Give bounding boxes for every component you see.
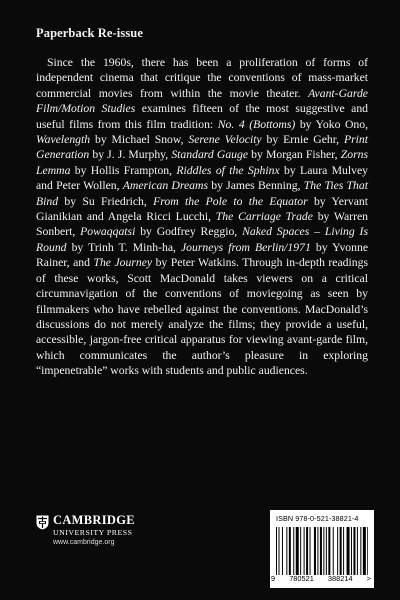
barcode-bar [317,527,318,575]
barcode-bar [351,527,352,575]
blurb-text: by Yervant Gianikian and Angela Ricci Lucchi, [36,194,368,224]
blurb-text: by Peter Watkins. Through in-depth readings of these works, Scott MacDonald takes viewers on a critical circumnavigation of the conventions of moviegoing as seen by filmmakers who have rebelled against the conventions. MacDonald’s discussions do not merely analyze the films; they provide a useful, accessible, jargon-free critical apparatus for viewing avant-garde film, which communicates the author’s pleasure in exploring “impenetrable” works with students and public audiences. [36,256,368,378]
blurb-text: by Laura Mulvey and Peter Wollen, [36,163,369,193]
barcode-bar [360,527,361,575]
edition-label: Paperback Re-issue [36,26,144,40]
barcode-bar [343,527,344,575]
publisher-logo [36,514,146,546]
blurb-text: Since the 1960s, there has been a proliferation of forms of independent cinema that critique the conventions of mass-market commercial movies from within the movie theater. [36,56,368,100]
blurb-text: by Yoko Ono, [295,117,368,131]
barcode-bar [293,527,294,575]
blurb-text: by Yvonne Rainer, and [36,240,368,270]
blurb-text: by Godfrey Reggio, [135,225,243,239]
film-title: Avant-Garde Film/Motion Studies [36,86,368,116]
barcode-bar [310,527,311,575]
blurb-text: by Michael Snow, [90,133,189,147]
film-title: The Ties That Bind [36,179,368,208]
blurb-text: by Morgan Fisher, [248,148,341,162]
film-title: Powaqqatsi [80,225,136,239]
barcode-digits-group2: 388214 [327,574,353,583]
barcode-digit-lead: 9 [271,574,276,583]
film-title: Wavelength [36,133,91,147]
barcode-digits [271,574,371,583]
barcode-digit-end: > [366,574,371,583]
publisher-url[interactable]: www.cambridge.org [53,539,115,547]
barcode-bar [347,527,350,575]
blurb-text: by Ernie Gehr, [261,133,344,147]
film-title: Riddles of the Sphinx [176,163,280,177]
footer [0,480,400,600]
barcode-bar [286,527,287,575]
barcode-bar [279,527,280,575]
barcode-bar [353,527,355,575]
isbn-label: ISBN 978-0-521-38821-4 [276,514,359,523]
barcode [270,510,374,588]
film-title: From the Pole to the Equator [153,194,308,208]
barcode-bar [320,527,322,575]
blurb-text: by Hollis Frampton, [70,163,177,177]
barcode-digits-group1: 780521 [289,574,314,583]
film-title: No. 4 (Bottoms) [217,117,296,131]
film-title: The Carriage Trade [215,210,313,224]
barcode-bar [300,527,301,575]
barcode-bar [323,527,324,575]
film-title: American Dreams [122,179,209,193]
barcode-bar [314,527,316,575]
blurb-text: by Trinh T. Minh-ha, [66,240,181,254]
barcode-bar [276,527,277,575]
barcode-bar [337,527,338,575]
barcode-bar [326,527,327,575]
blurb-text: by Su Friedrich, [58,194,154,208]
barcode-bar [340,527,342,575]
blurb-paragraph [36,55,368,379]
barcode-bar [306,527,308,575]
film-title: Standard Gauge [171,148,249,162]
film-title: Serene Velocity [188,133,262,147]
film-title: Journeys from Berlin/1971 [181,240,311,254]
film-title: Print Generation [36,133,368,162]
barcode-bar [367,527,368,575]
film-title: Zorns Lemma [36,148,369,177]
barcode-bar [328,527,330,575]
barcode-bar [282,527,283,575]
barcode-bar [304,527,305,575]
publisher-subtitle: UNIVERSITY PRESS [53,527,133,537]
back-cover-blurb [36,55,368,379]
barcode-bar [333,527,334,575]
film-title: The Journey [93,256,153,270]
blurb-text: by James Benning, [208,179,304,193]
blurb-text: examines fifteen of the most suggestive and useful films from this film tradition: [36,102,369,131]
barcode-bars [276,527,368,575]
film-title: Naked Spaces – Living Is Round [36,225,368,254]
publisher-name: CAMBRIDGE [53,513,135,527]
barcode-bar [363,527,366,575]
barcode-bar [357,527,358,575]
barcode-bar [289,527,291,575]
barcode-bar [296,527,299,575]
blurb-text: by J. J. Murphy, [89,148,172,162]
blurb-text: by Warren Sonbert, [36,210,369,239]
cambridge-crest-icon [36,515,49,530]
